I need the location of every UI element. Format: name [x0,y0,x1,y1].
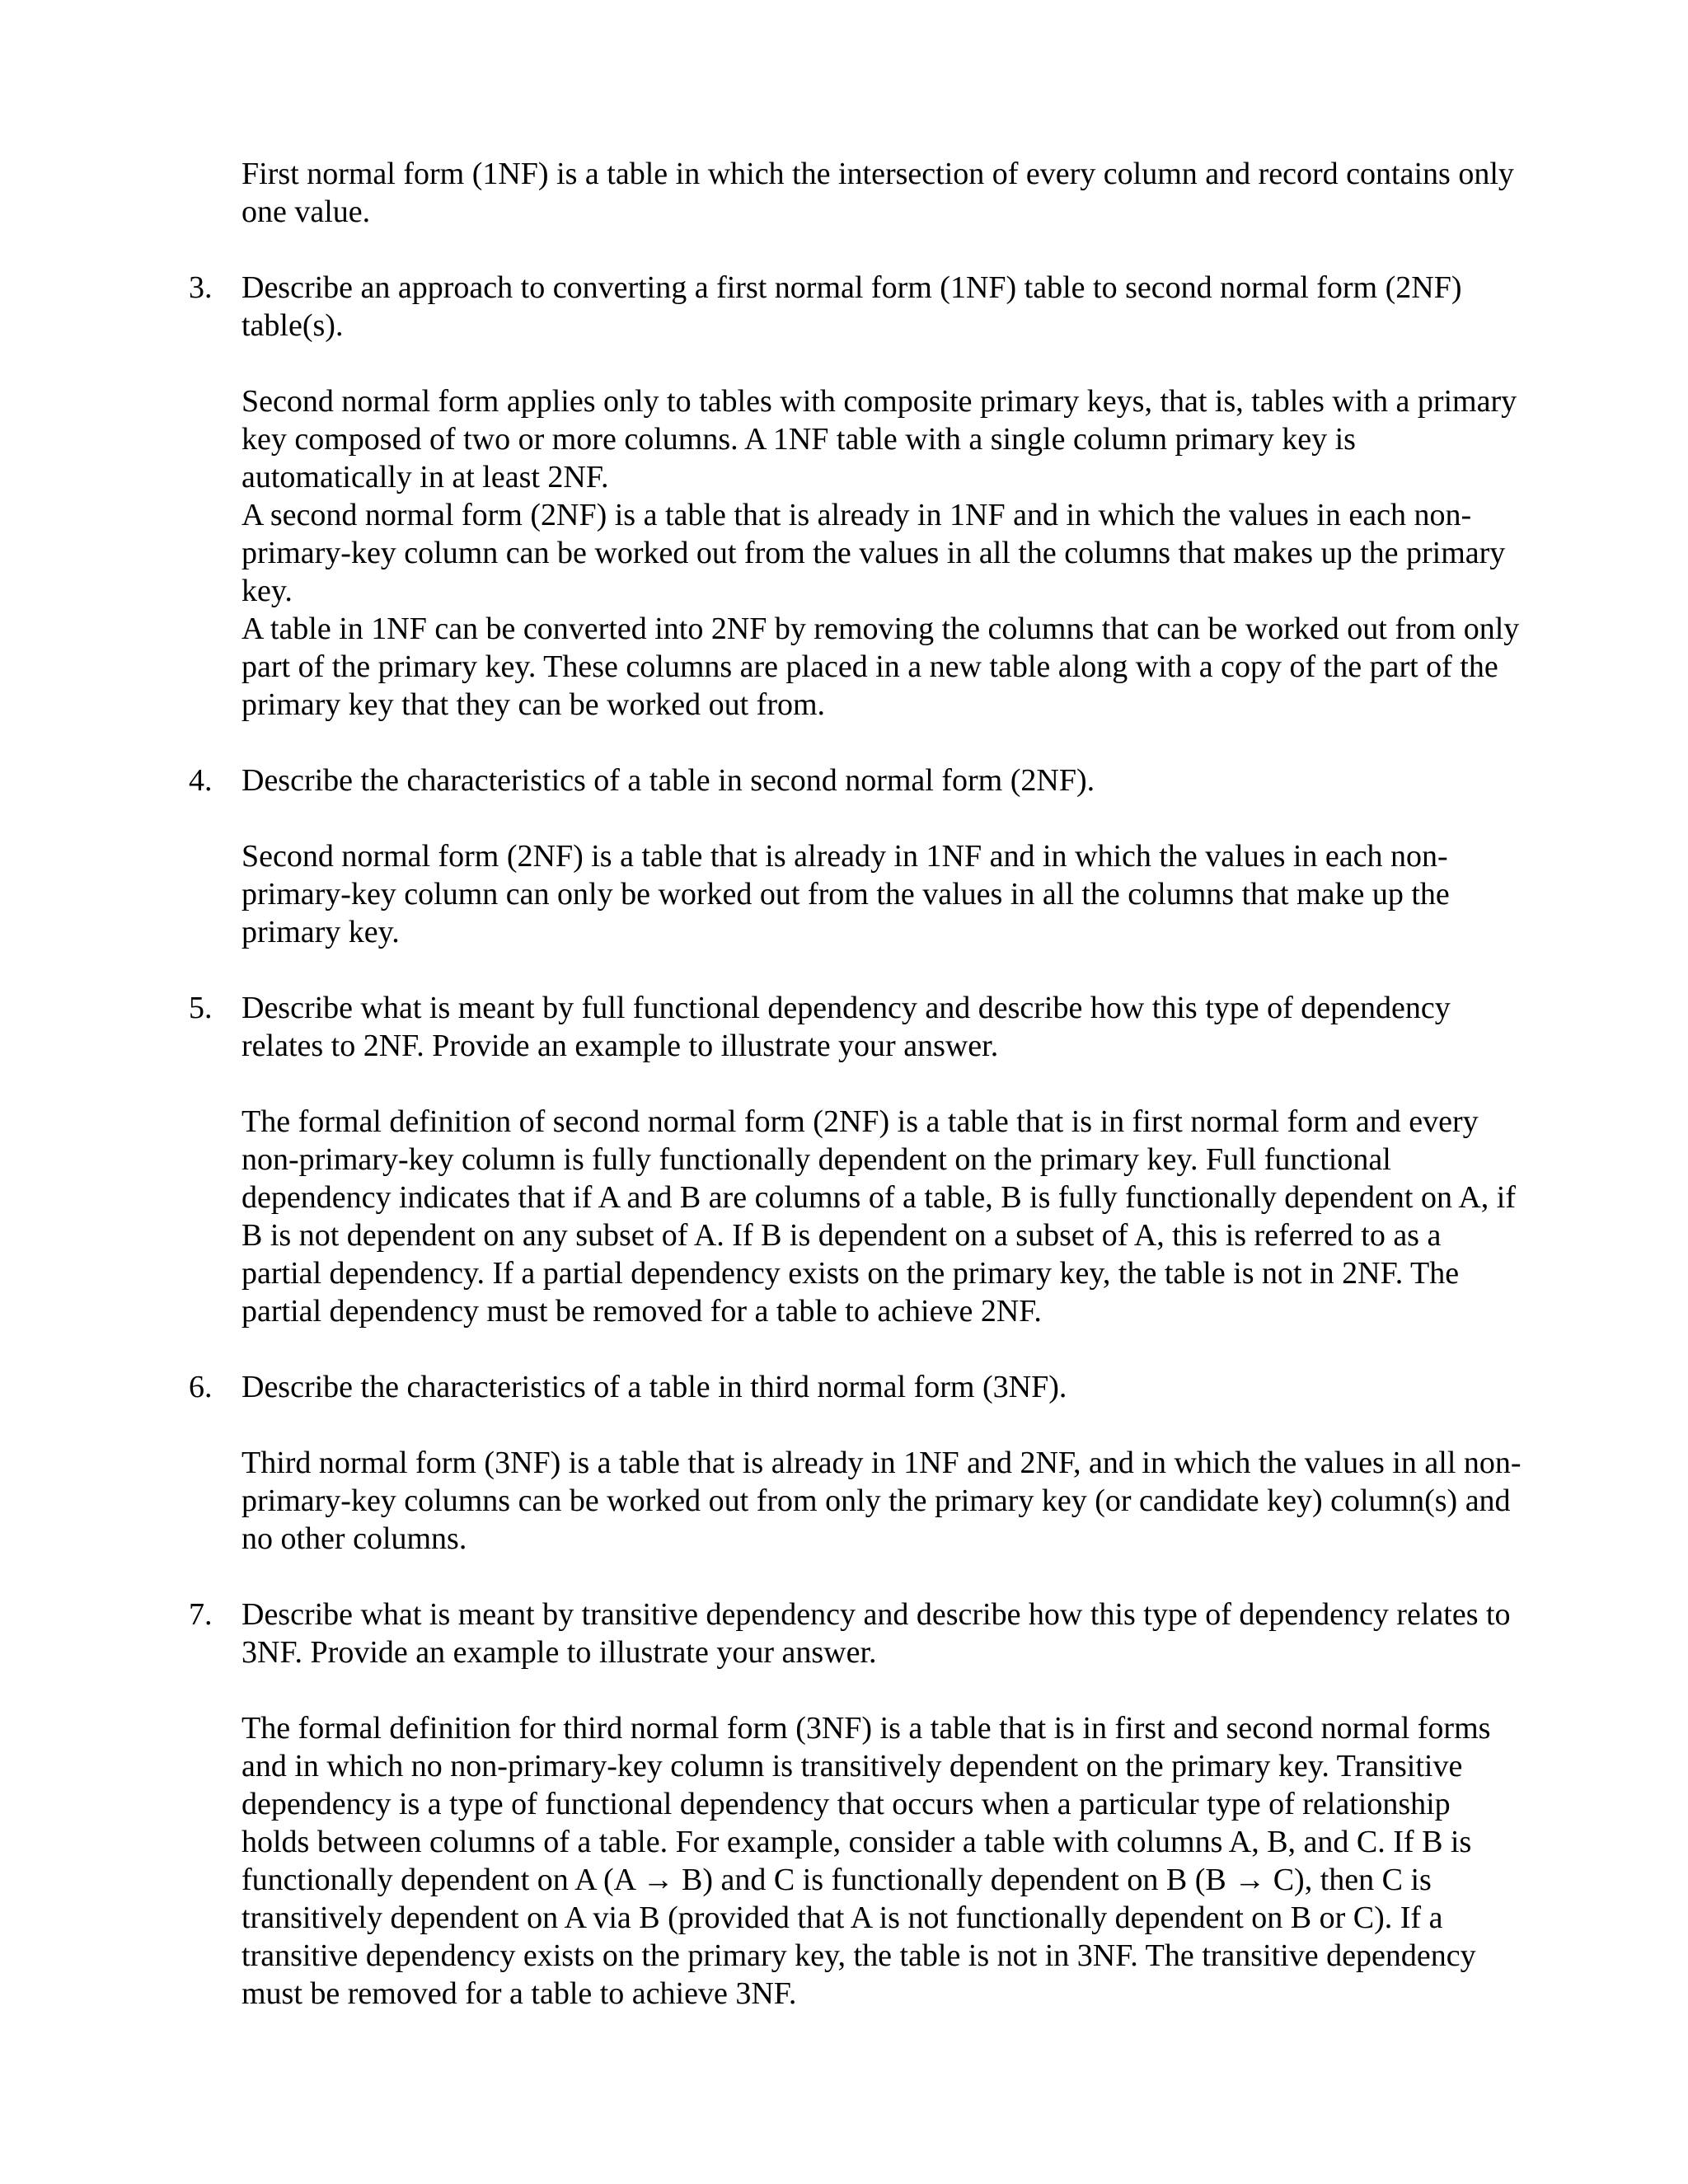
question-text: Describe the characteristics of a table in second normal form (2NF). [241,763,1095,798]
answer-paragraph: Second normal form applies only to tables with composite primary keys, that is, tables with a primary key composed of two or more columns. A 1NF table with a single column primary key is automatically in at least 2NF. [241,384,1517,494]
question-item [189,989,1523,1065]
question-number: 4. [189,763,213,798]
answer-paragraph: The formal definition of second normal form (2NF) is a table that is in first normal form and every non-primary-key column is fully functionally dependent on the primary key. Full functional dependency indicates that if A and B are columns of a table, B is fully functionally dependent on A, if B is not dependent on any subset of A. If B is dependent on a subset of A, this is referred to as a partial dependency. If a partial dependency exists on the primary key, the table is not in 2NF. The partial dependency must be removed for a table to achieve 2NF. [241,1104,1516,1329]
answer-paragraph: Second normal form (2NF) is a table that is already in 1NF and in which the values in each non-primary-key column can only be worked out from the values in all the columns that make up the primary key. [241,839,1450,949]
answer-paragraph: The formal definition for third normal form (3NF) is a table that is in first and second normal forms and in which no non-primary-key column is transitively dependent on the primary key. Transitive dependency is a type of functional dependency that occurs when a particular type of relationship holds between columns of a table. For example, consider a table with columns A, B, and C. If B is functionally dependent on A (A → B) and C is functionally dependent on B (B → C), then C is transitively dependent on A via B (provided that A is not functionally dependent on B or C). If a transitive dependency exists on the primary key, the table is not in 3NF. The transitive dependency must be removed for a table to achieve 3NF. [241,1711,1491,2011]
question-item [189,1368,1523,1406]
answer-block [241,1103,1523,1330]
answer-paragraph: Third normal form (3NF) is a table that is already in 1NF and 2NF, and in which the values in all non-primary-key columns can be worked out from only the primary key (or candidate key) column(s) and no other columns. [241,1446,1522,1556]
question-number: 6. [189,1370,213,1404]
answer-block [241,1444,1523,1558]
question-number: 7. [189,1597,213,1632]
question-item [189,762,1523,799]
question-text: Describe what is meant by transitive dependency and describe how this type of dependency relates to 3NF. Provide an example to illustrate your answer. [241,1597,1511,1670]
answer-paragraph: A second normal form (2NF) is a table that is already in 1NF and in which the values in each non-primary-key column can be worked out from the values in all the columns that makes up the primary key. [241,498,1506,608]
answer-block [241,1709,1523,2013]
question-number: 3. [189,270,213,305]
question-text: Describe what is meant by full functional dependency and describe how this type of dependency relates to 2NF. Provide an example to illustrate your answer. [241,991,1451,1063]
answer-block [241,837,1523,951]
intro-answer: First normal form (1NF) is a table in which the intersection of every column and record contains only one value. [241,157,1514,229]
question-text: Describe an approach to converting a first normal form (1NF) table to second normal form (2NF) table(s). [241,270,1462,343]
question-item [189,1596,1523,1671]
question-text: Describe the characteristics of a table in third normal form (3NF). [241,1370,1067,1404]
question-item [189,269,1523,344]
document-body [189,155,1523,2050]
question-number: 5. [189,991,213,1025]
answer-paragraph: A table in 1NF can be converted into 2NF by removing the columns that can be worked out from only part of the primary key. These columns are placed in a new table along with a copy of the part of the primary key that they can be worked out from. [241,612,1520,722]
answer-block [241,382,1523,724]
